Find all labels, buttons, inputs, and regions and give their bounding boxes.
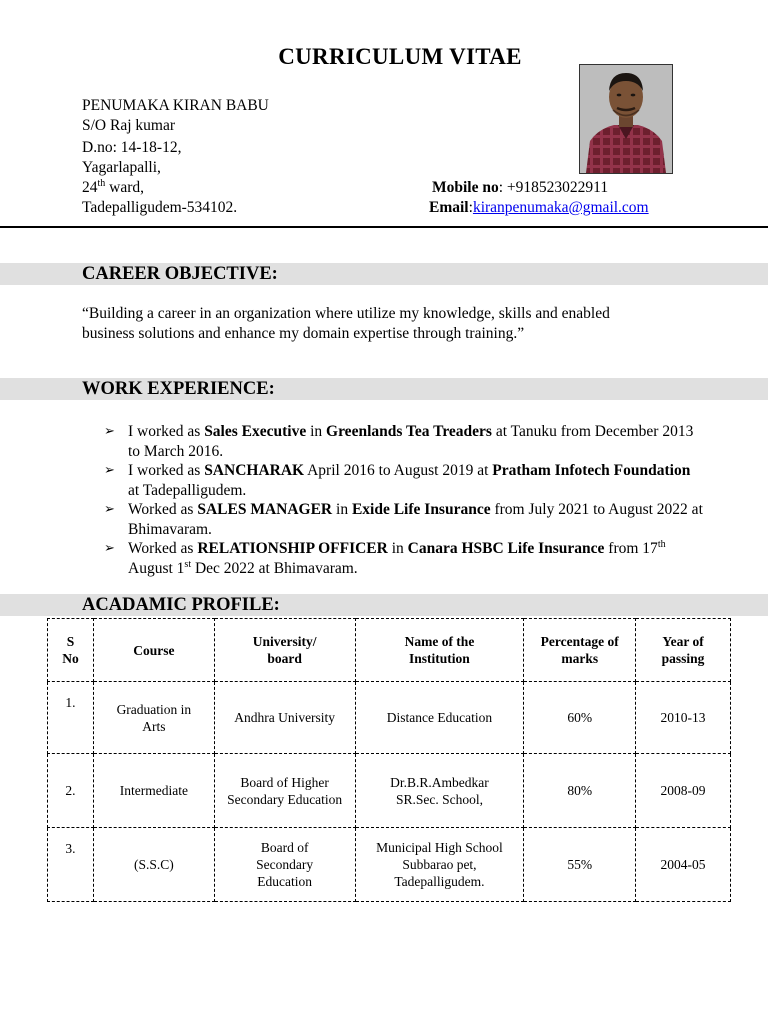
cell-board: Andhra University: [214, 682, 355, 754]
work-text: from 17: [604, 540, 658, 557]
cell-course: (S.S.C): [93, 828, 214, 902]
work-company: Exide Life Insurance: [351, 501, 491, 518]
work-text: Worked as: [128, 501, 198, 518]
cell-percent: 80%: [524, 754, 636, 828]
work-role: SANCHARAK: [204, 462, 305, 479]
header-divider: [0, 226, 768, 228]
profile-photo: [579, 64, 673, 174]
table-row: [48, 754, 731, 828]
candidate-relation: S/O Raj kumar: [82, 117, 175, 134]
ward-text: ward,: [105, 179, 145, 196]
cell-institution: Distance Education: [355, 682, 524, 754]
work-text: in: [332, 501, 352, 518]
work-experience-list: [104, 422, 704, 578]
cell-year: 2008-09: [636, 754, 731, 828]
arrow-bullet-icon: ➢: [104, 463, 115, 478]
career-objective-text: “Building a career in an organization where utilize my knowledge, skills and enabled business solutions and enhance my domain expertise through training.”: [82, 305, 610, 342]
column-header-course: Course: [93, 619, 214, 682]
academic-profile-heading: ACADAMIC PROFILE:: [82, 595, 280, 615]
work-text: I worked as: [128, 462, 205, 479]
cell-institution: Municipal High School Subbarao pet, Tadepalligudem.: [355, 828, 524, 902]
cell-percent: 60%: [524, 682, 636, 754]
date-suffix: st: [184, 558, 192, 570]
table-row: [48, 682, 731, 754]
list-item: [104, 461, 704, 500]
work-experience-heading: WORK EXPERIENCE:: [82, 379, 275, 399]
cell-institution: Dr.B.R.Ambedkar SR.Sec. School,: [355, 754, 524, 828]
column-header-institution: Name of the Institution: [355, 619, 524, 682]
mobile-value: : +918523022911: [498, 179, 609, 196]
email-link[interactable]: kiranpenumaka@gmail.com: [472, 199, 649, 216]
list-item: [104, 539, 704, 578]
work-text: in: [387, 540, 408, 557]
email-colon: :: [468, 199, 473, 216]
work-text: Worked as: [128, 540, 198, 557]
email-label: Email: [429, 199, 469, 216]
work-company: Pratham Infotech Foundation: [492, 462, 691, 479]
arrow-bullet-icon: ➢: [104, 502, 115, 517]
address-line-1: D.no: 14-18-12,: [82, 139, 182, 156]
work-text: April 2016 to August 2019 at: [304, 462, 493, 479]
ward-suffix: th: [97, 177, 106, 189]
cell-board: Board of Higher Secondary Education: [214, 754, 355, 828]
column-header-sno: S No: [48, 619, 94, 682]
work-role: RELATIONSHIP OFFICER: [197, 540, 388, 557]
work-text: August 1: [128, 559, 185, 577]
cell-sno: 1.: [48, 682, 94, 754]
academic-profile-band: [0, 594, 768, 616]
work-text: from July 2021 to August 2022 at Bhimavaram.: [128, 501, 703, 538]
mobile-label: Mobile no: [432, 179, 499, 196]
document-title: CURRICULUM VITAE: [278, 44, 522, 69]
cell-sno: 2.: [48, 754, 94, 828]
date-suffix: th: [657, 538, 666, 550]
work-text: in: [306, 423, 327, 440]
work-company: Greenlands Tea Treaders: [326, 423, 492, 440]
column-header-percent: Percentage of marks: [524, 619, 636, 682]
cell-board: Board of Secondary Education: [214, 828, 355, 902]
address-line-4: Tadepalligudem-534102.: [82, 199, 238, 216]
column-header-board: University/ board: [214, 619, 355, 682]
person-portrait-icon: [580, 65, 672, 173]
cell-sno: 3.: [48, 828, 94, 902]
work-experience-band: [0, 378, 768, 400]
career-objective-band: [0, 263, 768, 285]
work-text: Dec 2022 at Bhimavaram.: [191, 559, 358, 577]
email-row: [429, 198, 649, 218]
cell-course: Intermediate: [93, 754, 214, 828]
address-line-2: Yagarlapalli,: [82, 159, 161, 176]
candidate-name: PENUMAKA KIRAN BABU: [82, 97, 269, 114]
address-line-3: [82, 178, 144, 198]
career-objective-heading: CAREER OBJECTIVE:: [82, 264, 278, 284]
table-row: [48, 828, 731, 902]
arrow-bullet-icon: ➢: [104, 541, 115, 556]
work-role: SALES MANAGER: [197, 501, 333, 518]
arrow-bullet-icon: ➢: [104, 424, 115, 439]
work-text: at Tanuku from December 2013 to March 2016.: [128, 423, 694, 460]
cell-course: Graduation in Arts: [93, 682, 214, 754]
work-role: Sales Executive: [204, 423, 307, 440]
work-company: Canara HSBC Life Insurance: [407, 540, 605, 557]
table-header-row: [48, 619, 731, 682]
academic-table: [47, 618, 731, 902]
list-item: [104, 422, 704, 461]
work-text: at Tadepalligudem.: [128, 481, 247, 499]
ward-number: 24: [82, 179, 98, 196]
cell-percent: 55%: [524, 828, 636, 902]
work-text: I worked as: [128, 423, 205, 440]
cell-year: 2004-05: [636, 828, 731, 902]
cell-year: 2010-13: [636, 682, 731, 754]
mobile-row: [432, 178, 608, 198]
list-item: [104, 500, 704, 539]
column-header-year: Year of passing: [636, 619, 731, 682]
